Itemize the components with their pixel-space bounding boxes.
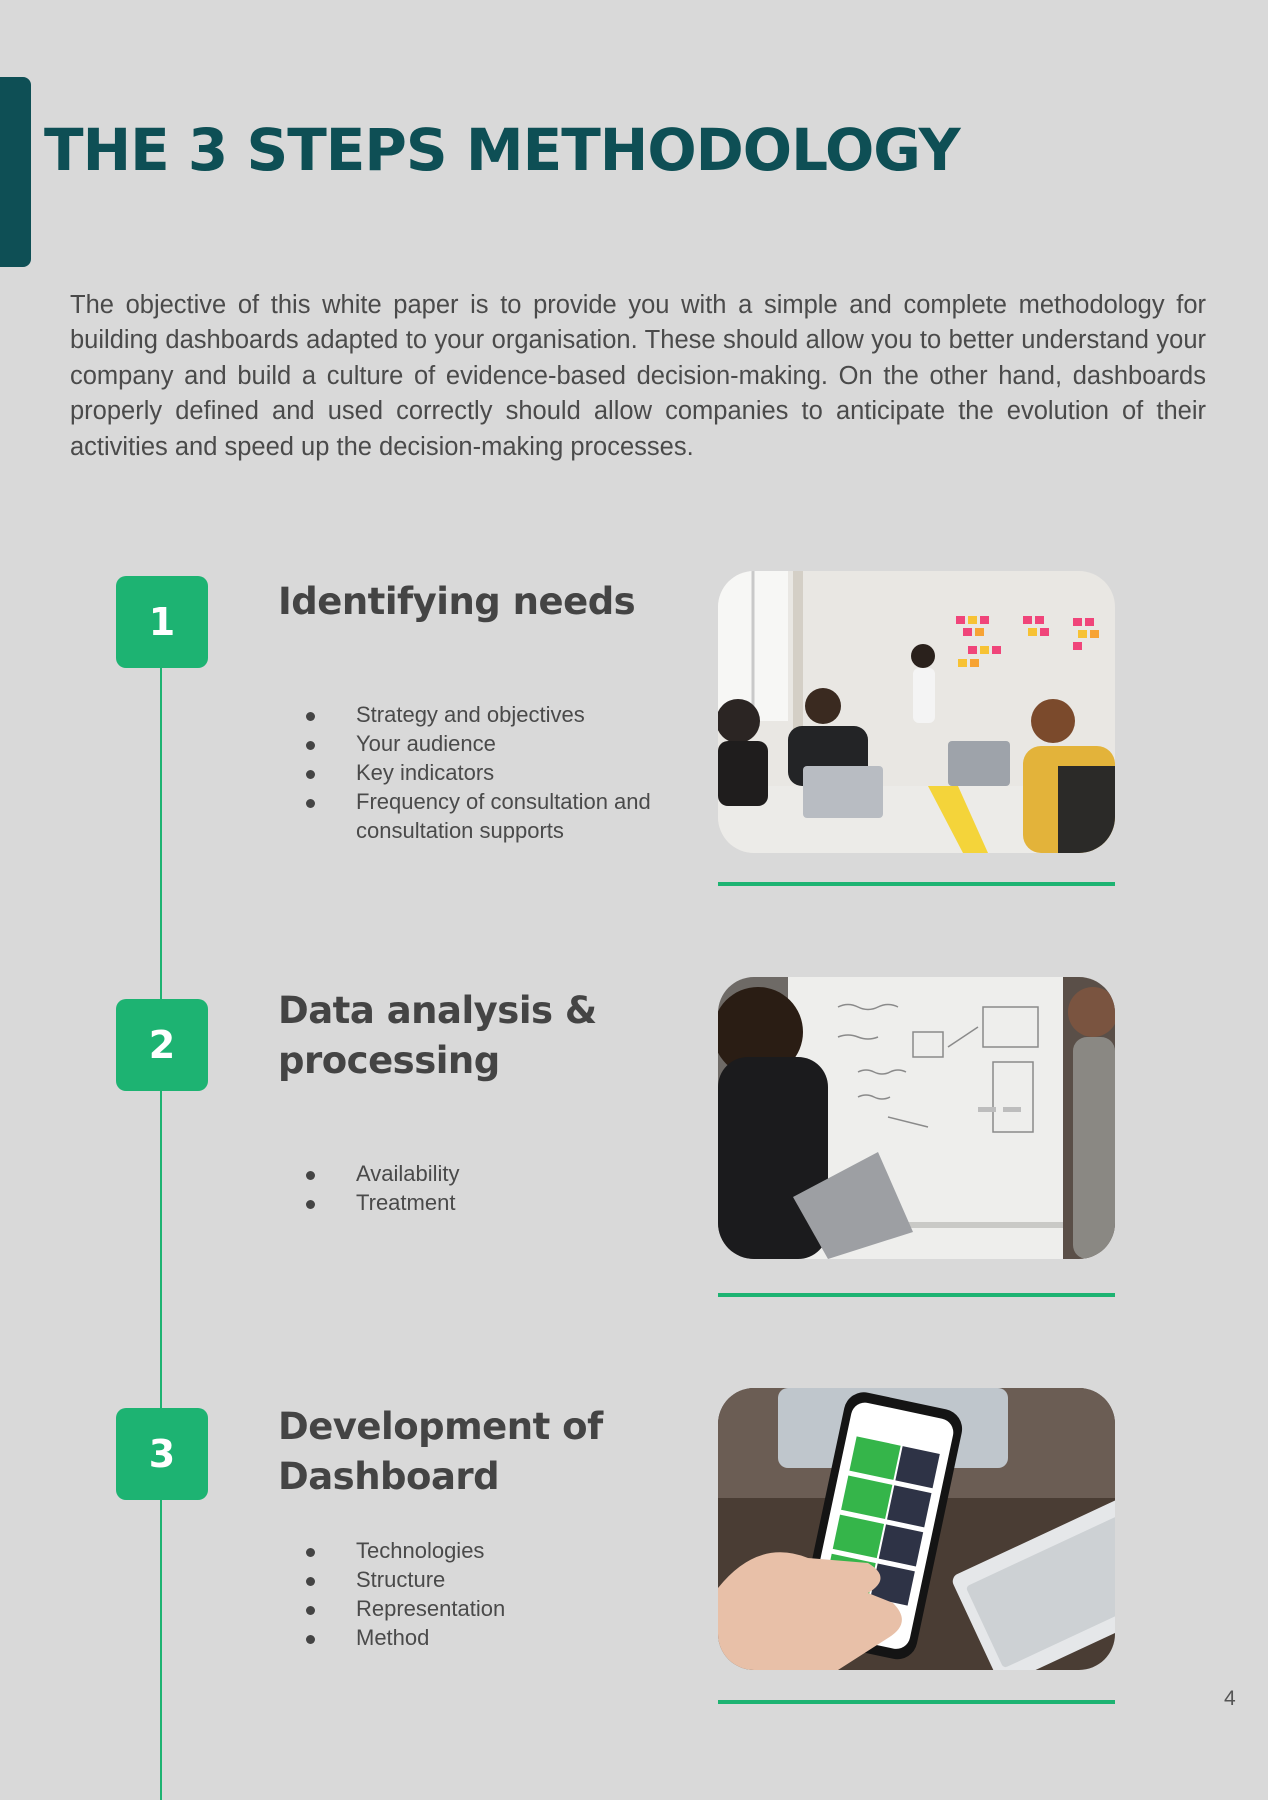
- list-item: Strategy and objectives: [306, 700, 666, 729]
- timeline-line: [160, 665, 162, 1800]
- intro-paragraph: The objective of this white paper is to provide you with a simple and complete methodology for building dashboards adapted to your organisation. These should allow you to better understand your company and build a culture of evidence-based decision-making. On the other hand, dashboards properly defined and used correctly should allow companies to anticipate the evolution of their activities and speed up the decision-making processes.: [70, 291, 1206, 461]
- list-item: Availability: [306, 1159, 666, 1188]
- list-item: Method: [306, 1623, 666, 1652]
- step-3-title: Development of Dashboard: [278, 1405, 603, 1498]
- step-1-title: Identifying needs: [278, 580, 636, 623]
- list-item: Representation: [306, 1594, 666, 1623]
- step-2-title: Data analysis & processing: [278, 989, 597, 1082]
- step-2-divider: [718, 1293, 1115, 1297]
- list-item: Technologies: [306, 1536, 666, 1565]
- list-item: Your audience: [306, 729, 666, 758]
- list-item: Structure: [306, 1565, 666, 1594]
- step-3-bullets: [306, 1536, 666, 1652]
- page-number: 4: [1224, 1687, 1236, 1710]
- list-item: Key indicators: [306, 758, 666, 787]
- step-3-divider: [718, 1700, 1115, 1704]
- step-2-badge: 2: [116, 999, 208, 1091]
- step-3-photo-phone-dashboard: [718, 1388, 1115, 1670]
- step-2-photo-whiteboard: [718, 977, 1115, 1259]
- step-3-badge: 3: [116, 1408, 208, 1500]
- step-2-bullets: [306, 1159, 666, 1217]
- list-item: Frequency of consultation and consultation supports: [306, 787, 666, 845]
- step-1-photo-meeting: [718, 571, 1115, 853]
- step-1-badge: 1: [116, 576, 208, 668]
- page-title: THE 3 STEPS METHODOLOGY: [44, 116, 960, 184]
- title-accent-bar: [0, 77, 31, 267]
- step-1-divider: [718, 882, 1115, 886]
- step-1-bullets: [306, 700, 666, 845]
- list-item: Treatment: [306, 1188, 666, 1217]
